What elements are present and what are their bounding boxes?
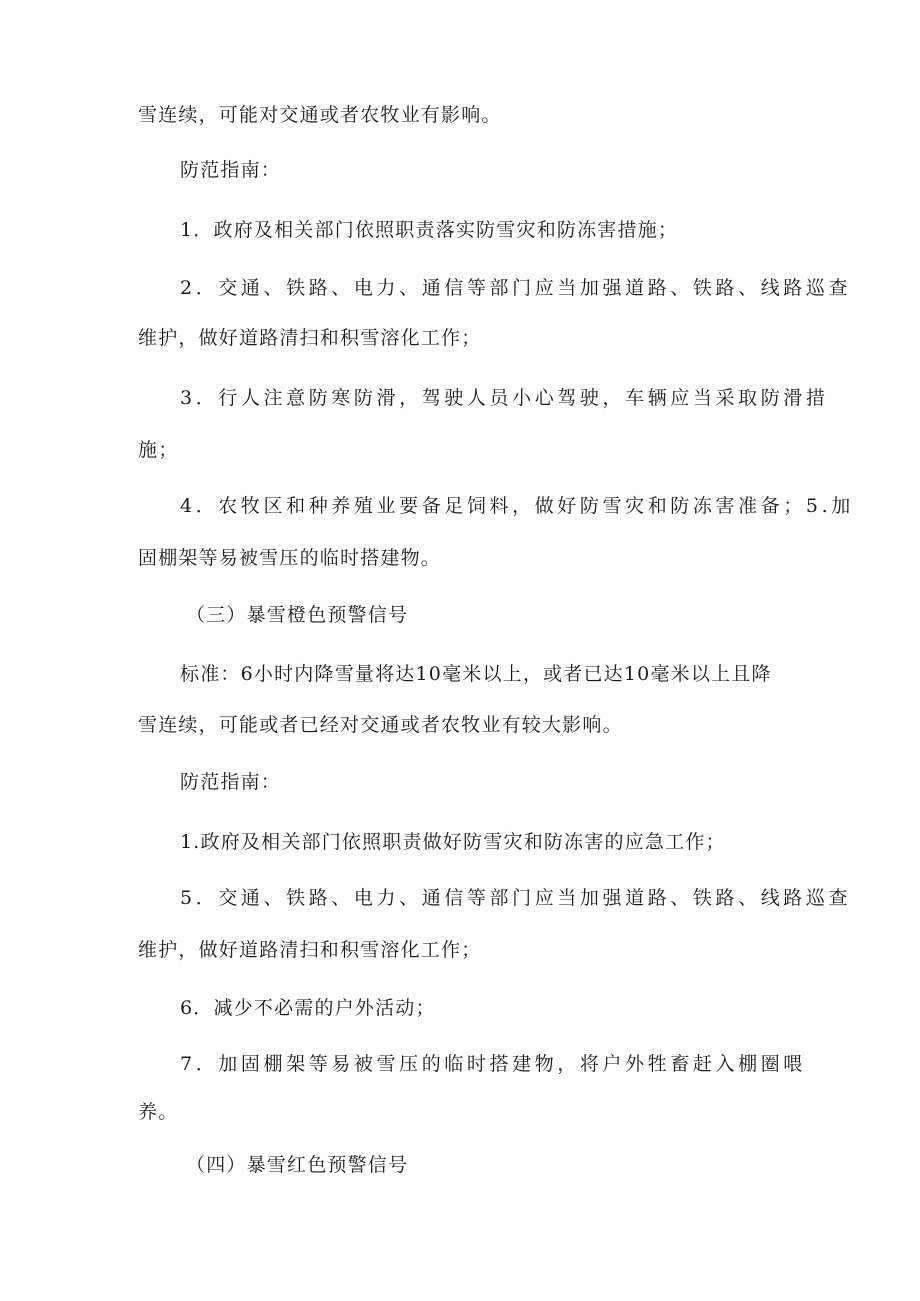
guide-heading: 防范指南： bbox=[180, 771, 282, 793]
guide-item-b5-line-1: 5．交通、铁路、电力、通信等部门应当加强道路、铁路、线路巡查 bbox=[180, 887, 852, 909]
guide-item-1: 1．政府及相关部门依照职责落实防雪灾和防冻害措施； bbox=[180, 219, 679, 241]
guide-item-b7-line-2: 养。 bbox=[138, 1101, 179, 1123]
guide-item-2-line-2: 维护，做好道路清扫和积雪溶化工作； bbox=[138, 327, 482, 349]
section-heading-red: （四）暴雪红色预警信号 bbox=[186, 1154, 409, 1176]
guide-item-4-line-1: 4．农牧区和种养殖业要备足饲料，做好防雪灾和防冻害准备；5.加 bbox=[180, 495, 854, 517]
guide-item-b1: 1.政府及相关部门依照职责做好防雪灾和防冻害的应急工作； bbox=[180, 831, 726, 853]
paragraph-line: 雪连续，可能对交通或者农牧业有影响。 bbox=[138, 104, 502, 126]
section-heading-orange: （三）暴雪橙色预警信号 bbox=[186, 604, 409, 626]
standard-line-1: 标准：6小时内降雪量将达10毫米以上，或者已达10毫米以上且降 bbox=[180, 663, 772, 685]
guide-item-4-line-2: 固棚架等易被雪压的临时搭建物。 bbox=[138, 547, 442, 569]
guide-item-3-line-1: 3．行人注意防寒防滑，驾驶人员小心驾驶，车辆应当采取防滑措 bbox=[180, 387, 829, 409]
guide-item-3-line-2: 施； bbox=[138, 439, 179, 461]
guide-item-b6: 6．减少不必需的户外活动； bbox=[180, 997, 436, 1019]
guide-item-b7-line-1: 7．加固棚架等易被雪压的临时搭建物，将户外牲畜赶入棚圈喂 bbox=[180, 1053, 806, 1075]
standard-line-2: 雪连续，可能或者已经对交通或者农牧业有较大影响。 bbox=[138, 714, 623, 736]
guide-heading: 防范指南： bbox=[180, 159, 282, 181]
guide-item-b5-line-2: 维护，做好道路清扫和积雪溶化工作； bbox=[138, 939, 482, 961]
guide-item-2-line-1: 2．交通、铁路、电力、通信等部门应当加强道路、铁路、线路巡查 bbox=[180, 277, 852, 299]
